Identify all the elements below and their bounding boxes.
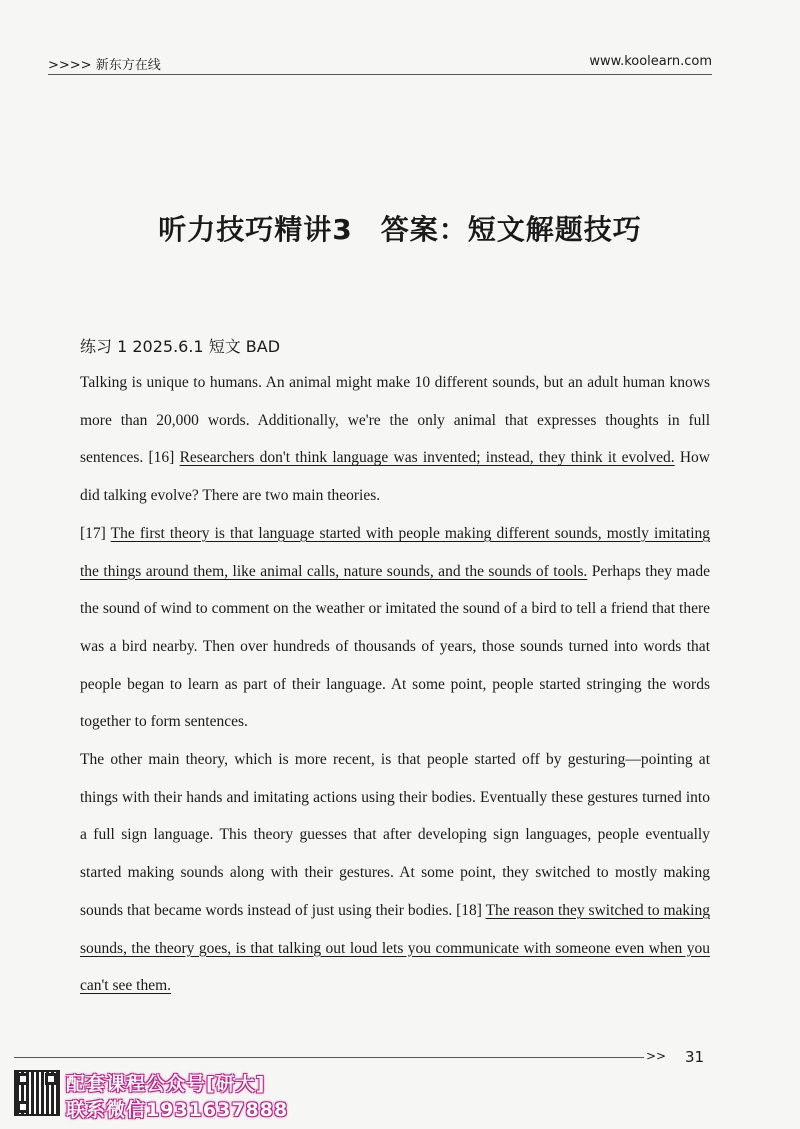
answer-17-underline: The first theory is that language started with people making different sounds, mostly imitating the things around them, like animal calls, nature sounds, and the sounds of tools. [80, 524, 711, 580]
paragraph-text: The other main theory, which is more recent, is that people started off by gesturing—pointing at things with their hands and imitating actions using their bodies. Eventually these gestures turned into a full sign language. This theory guesses that after developing sign languages, people eventually started making sounds along with their gestures. At some point, they switched to mostly making sounds that became words instead of just using their bodies. [18] [80, 751, 710, 919]
paragraph-3 [80, 741, 710, 1005]
page-header [48, 52, 712, 72]
paragraph-2 [80, 515, 710, 741]
header-brand: >>>> 新东方在线 [48, 58, 161, 73]
footer-arrow: >> [646, 1049, 667, 1063]
title-part2: 答案：短文解题技巧 [380, 213, 642, 246]
header-url[interactable]: www.koolearn.com [589, 54, 712, 69]
page-number: 31 [685, 1048, 705, 1066]
promo-line-2: 联系微信1931637888 [66, 1099, 289, 1121]
promo-line-1: 配套课程公众号[研大] [66, 1073, 266, 1095]
paragraph-text: Perhaps they made the sound of wind to comment on the weather or imitated the sound of a bird to tell a friend that there was a bird nearby. Then over hundreds of thousands of years, those sounds turned into words that people began to learn as part of their language. At some point, people started stringing the words together to form sentences. [80, 562, 710, 731]
answer-16-underline: Researchers don't think language was invented; instead, they think it evolved. [179, 449, 675, 467]
header-divider [48, 74, 712, 75]
exercise-heading: 练习 1 2025.6.1 短文 BAD [80, 337, 281, 356]
paragraph-text: Talking is unique to humans. An animal might make 10 different sounds, but an adult human knows more than 20,000 words. Additionally, we're the only animal that expresses thoughts in full sentences. [16] [80, 374, 710, 467]
qr-code-icon[interactable] [14, 1070, 60, 1116]
paragraph-text: [17] [80, 524, 111, 542]
answer-18-underline: The reason they switched to making sounds, the theory goes, is that talking out loud lets you communicate with someone even when you can't see them. [80, 901, 710, 995]
passage [80, 364, 710, 1005]
paragraph-1 [80, 364, 710, 515]
page-title [0, 208, 800, 248]
footer-divider [14, 1057, 644, 1058]
title-part1: 听力技巧精讲3 [158, 213, 353, 246]
paragraph-text: How did talking evolve? There are two main theories. [80, 449, 710, 505]
